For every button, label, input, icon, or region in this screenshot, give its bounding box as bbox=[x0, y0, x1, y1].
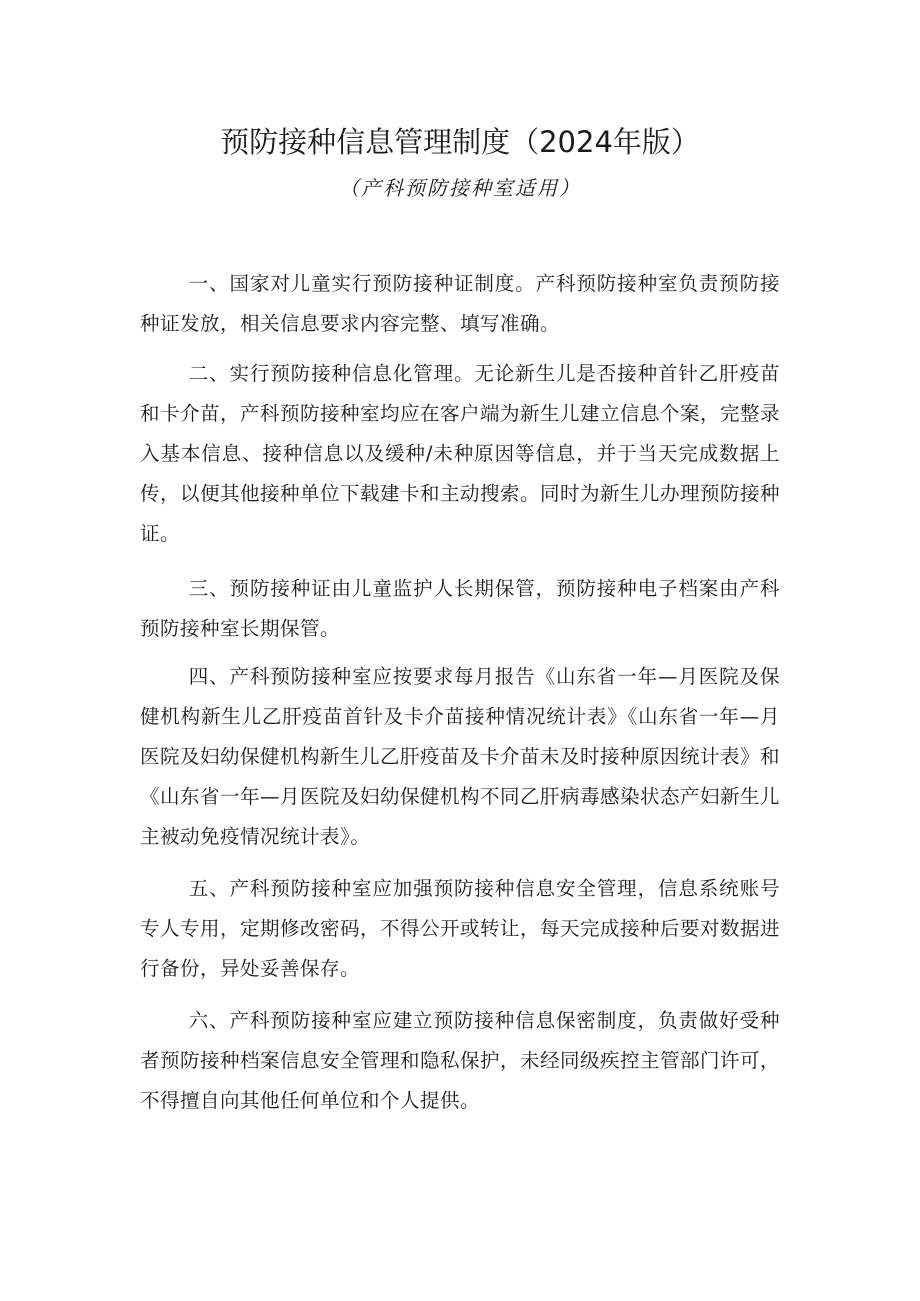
document-body bbox=[140, 264, 780, 1121]
paragraph-4: 四、产科预防接种室应按要求每月报告《山东省一年—月医院及保健机构新生儿乙肝疫苗首针及卡介苗接种情况统计表》《山东省一年—月医院及妇幼保健机构新生儿乙肝疫苗及卡介苗未及时接种原因统计表》和《山东省一年—月医院及妇幼保健机构不同乙肝病毒感染状态产妇新生儿主被动免疫情况统计表》。 bbox=[140, 665, 781, 848]
paragraph-2: 二、实行预防接种信息化管理。无论新生儿是否接种首针乙肝疫苗和卡介苗，产科预防接种室均应在客户端为新生儿建立信息个案，完整录入基本信息、接种信息以及缓种/未种原因等信息，并于当天完成数据上传，以便其他接种单位下载建卡和主动搜索。同时为新生儿办理预防接种证。 bbox=[140, 362, 781, 545]
paragraph-6: 六、产科预防接种室应建立预防接种信息保密制度，负责做好受种者预防接种档案信息安全管理和隐私保护，未经同级疾控主管部门许可，不得擅自向其他任何单位和个人提供。 bbox=[140, 1009, 781, 1112]
paragraph-5: 五、产科预防接种室应加强预防接种信息安全管理，信息系统账号专人专用，定期修改密码，不得公开或转让，每天完成接种后要对数据进行备份，异处妥善保存。 bbox=[140, 877, 781, 980]
document-title: 预防接种信息管理制度（2024年版） bbox=[220, 125, 700, 159]
paragraph-3: 三、预防接种证由儿童监护人长期保管，预防接种电子档案由产科预防接种室长期保管。 bbox=[140, 577, 780, 640]
document-subtitle: （产科预防接种室适用） bbox=[339, 176, 581, 200]
paragraph-1: 一、国家对儿童实行预防接种证制度。产科预防接种室负责预防接种证发放，相关信息要求内容完整、填写准确。 bbox=[140, 272, 780, 335]
